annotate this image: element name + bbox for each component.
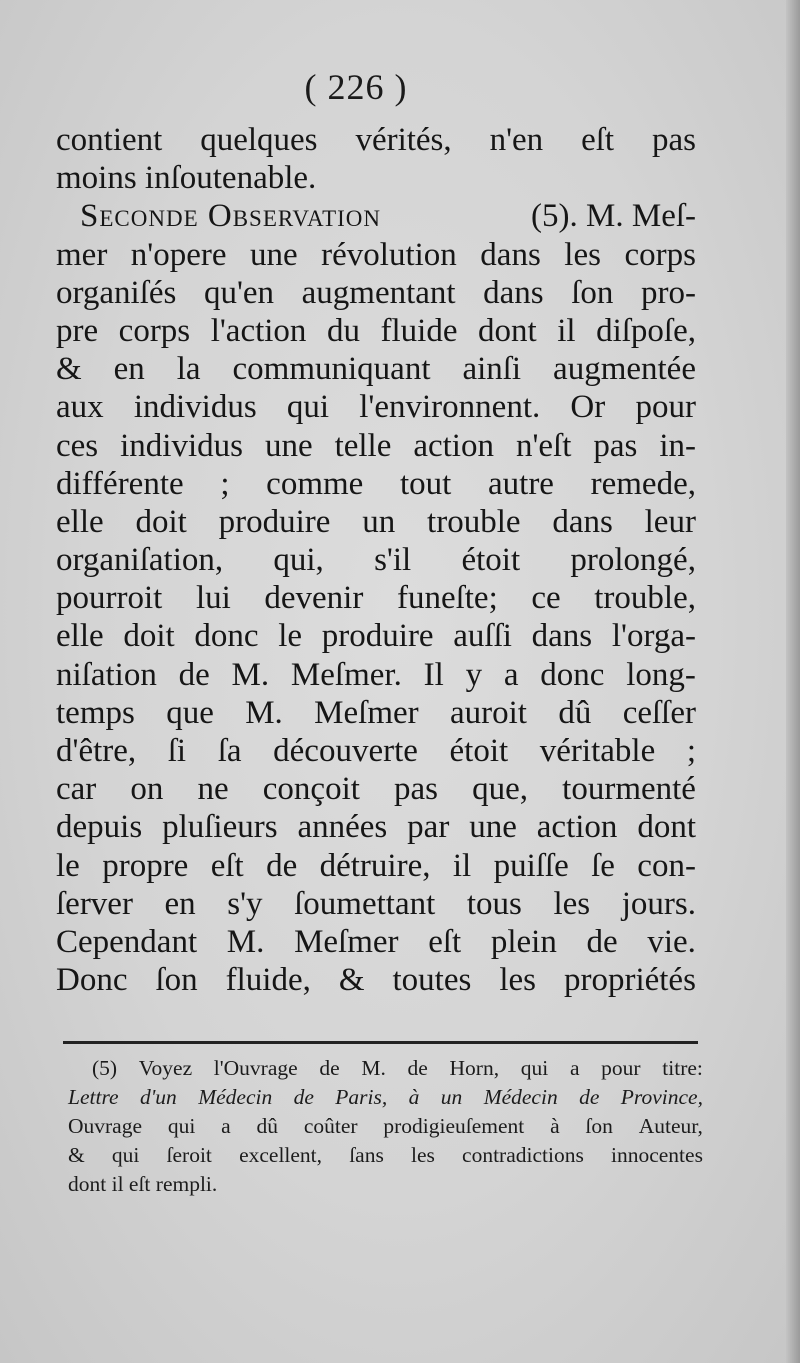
section-heading-rest: (5). M. Meſ- <box>531 198 696 235</box>
body-line: ſerver en s'y ſoumettant tous les jours. <box>56 885 696 922</box>
footnote-line: dont il eſt rempli. <box>68 1172 218 1196</box>
body-line: depuis pluſieurs années par une action dont <box>56 809 696 846</box>
footnote-line: Ouvrage qui a dû coûter prodigieuſement à ſon Auteur, <box>68 1114 703 1138</box>
page-number: ( 226 ) <box>304 67 408 107</box>
body-line: organiſation, qui, s'il étoit prolongé, <box>56 542 696 579</box>
body-line: d'être, ſi ſa découverte étoit véritable ; <box>56 733 696 769</box>
footnote-line: & qui ſeroit excellent, ſans les contradictions innocentes <box>68 1143 703 1167</box>
footnote <box>68 1054 703 1199</box>
body-line: elle doit donc le produire auſſi dans l'orga- <box>56 618 696 655</box>
body-line: niſation de M. Meſmer. Il y a donc long- <box>56 656 696 693</box>
section-heading: Seconde Observation <box>80 198 382 235</box>
body-line: mer n'opere une révolution dans les corps <box>56 236 696 273</box>
body-line: différente ; comme tout autre remede, <box>56 465 696 502</box>
body-line: pourroit lui devenir funeſte; ce trouble, <box>56 580 696 617</box>
body-line: Cependant M. Meſmer eſt plein de vie. <box>56 923 696 960</box>
body-line: ces individus une telle action n'eſt pas in- <box>56 427 696 464</box>
body-line: Donc ſon fluide, & toutes les propriétés <box>56 962 696 999</box>
body-line: & en la communiquant ainſi augmentée <box>56 351 696 388</box>
body-text <box>56 121 696 999</box>
body-line: moins inſoutenable. <box>56 160 317 197</box>
body-line: organiſés qu'en augmentant dans ſon pro- <box>56 274 696 311</box>
body-line: pre corps l'action du fluide dont il diſpoſe, <box>56 312 696 349</box>
section-heading-line <box>56 197 696 235</box>
footnote-line: Lettre d'un Médecin de Paris, à un Médecin de Province, <box>68 1085 703 1109</box>
body-line: temps que M. Meſmer auroit dû ceſſer <box>56 694 696 731</box>
footnote-rule <box>63 1041 698 1044</box>
body-line: elle doit produire un trouble dans leur <box>56 503 696 540</box>
page-edge <box>786 0 800 1363</box>
footnote-line: (5) Voyez l'Ouvrage de M. de Horn, qui a pour titre: <box>92 1056 703 1080</box>
body-line: aux individus qui l'environnent. Or pour <box>56 389 696 426</box>
body-line: car on ne conçoit pas que, tourmenté <box>56 771 696 808</box>
body-line: le propre eſt de détruire, il puiſſe ſe con- <box>56 847 696 884</box>
body-line: contient quelques vérités, n'en eſt pas <box>56 122 696 158</box>
